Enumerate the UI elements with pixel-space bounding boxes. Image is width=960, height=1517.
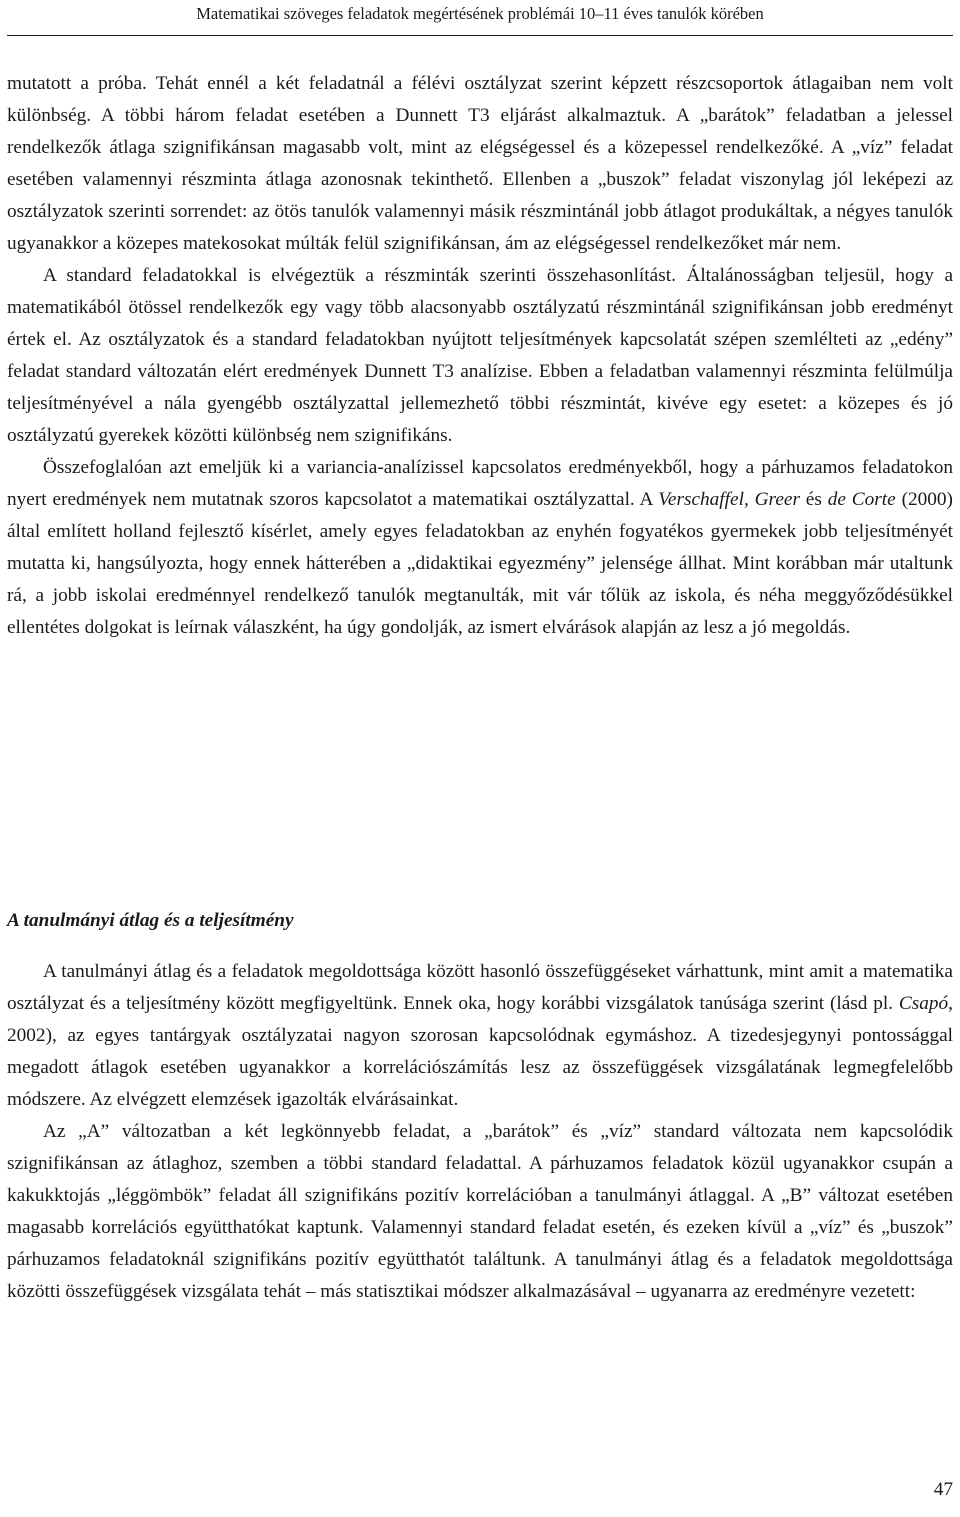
running-header: Matematikai szöveges feladatok megértésének problémái 10–11 éves tanulók körében [196,4,764,23]
header-rule [7,35,953,36]
text-run: (2000) által említett holland fejlesztő kísérlet, amely egyes feladatokban az enyhén fogyatékos gyermekek jobb teljesítményét mutatta ki, hangsúlyozta, hogy ennek hátterében a „didaktikai egyezmény” jelensége állhat. Mint korábban már utaltunk rá, a jobb iskolai eredménnyel rendelkező tanulók megtanulták, mit vár tőlük az iskola, és néha meggyőződésükkel ellentétes dolgokat is leírnak válaszként, ha úgy gondolják, az ismert elvárások alapján az lesz a jó megoldás. [7,489,953,638]
text-run: A tanulmányi átlag és a feladatok megoldottsága között hasonló összefüggéseket várhattunk, mint amit a matematika osztályzat és a teljesítmény között megfigyeltünk. Ennek oka, hogy korábbi vizsgálatok tanúsága szerint (lásd pl. [7,961,953,1014]
body-text-top [7,68,953,644]
text-run: A standard feladatokkal is elvégeztük a részminták szerinti összehasonlítást. Általánosságban teljesül, hogy a matematikából ötössel rendelkezők egy vagy több alacsonyabb osztályzatú részmintánál szignifikánsan jobb eredményt értek el. Az osztályzatok és a standard feladatokban nyújtott teljesítmények kapcsolatát szépen szemlélteti az „edény” feladat standard változatán elért eredmények Dunnett T3 analízise. Ebben a feladatban valamennyi részminta felülmúlja teljesítményével a nála gyengébb osztályzattal jellemezhető többi részmintát, kivéve egy esetet: a közepes és jó osztályzatú gyerekek közötti különbség nem szignifikáns. [7,265,953,446]
text-run: Összefoglalóan azt emeljük ki a variancia-analízissel kapcsolatos eredményekből, hogy a párhuzamos feladatokon nyert eredmények nem mutatnak szoros kapcsolatot a matematikai osztályzattal. A [7,457,953,510]
paragraph-4 [7,956,953,1116]
paragraph-2 [7,260,953,452]
text-run: és [799,489,828,510]
text-run: mutatott a próba. Tehát ennél a két feladatnál a félévi osztályzat szerint képzett részcsoportok átlagaiban nem volt különbség. A többi három feladat esetében a Dunnett T3 eljárást alkalmaztuk. A „barátok” feladatban a jelessel rendelkezők átlaga szignifikánsan magasabb volt, mint az elégségessel és a közepessel rendelkezőké. A „víz” feladat esetében valamennyi részminta átlaga azonosnak tekinthető. Ellenben a „buszok” feladat viszonylag jól leképezi az osztályzatok szerinti sorrendet: az ötös tanulók valamennyi másik részmintánál jobb átlagot produkáltak, a négyes tanulók ugyanakkor a közepes matekosokat múlták felül szignifikánsan, ám az elégségessel rendelkezőket már nem. [7,73,953,254]
paragraph-1 [7,68,953,260]
italic-citation: Verschaffel, Greer [658,489,800,510]
text-run: , 2002), az egyes tantárgyak osztályzatai nagyon szorosan kapcsolódnak egymáshoz. A tizedesjegynyi pontossággal megadott átlagok esetében ugyanakkor a korrelációszámítás lesz az összefüggések vizsgálatának legmegfelelőbb módszere. Az elvégzett elemzések igazolták elvárásainkat. [7,993,953,1110]
paragraph-3 [7,452,953,644]
body-text-bottom [7,956,953,1308]
italic-citation: de Corte [827,489,896,510]
text-run: Az „A” változatban a két legkönnyebb feladat, a „barátok” és „víz” standard változata nem kapcsolódik szignifikánsan az átlaghoz, szemben a többi standard feladattal. A párhuzamos feladatok közül ugyanakkor csupán a kakukktojás „léggömbök” feladat áll szignifikáns pozitív korrelációban a tanulmányi átlaggal. A „B” változat esetében magasabb korrelációs együtthatókat kaptunk. Valamennyi standard feladat esetén, és ezeken kívül a „víz” és „buszok” párhuzamos feladatoknál szignifikáns pozitív együtthatót találtunk. A tanulmányi átlag és a feladatok megoldottsága közötti összefüggések vizsgálata tehát – más statisztikai módszer alkalmazásával – ugyanarra az eredményre vezetett: [7,1121,953,1302]
page-number: 47 [933,1479,953,1500]
section-heading: A tanulmányi átlag és a teljesítmény [7,910,294,931]
paragraph-5 [7,1116,953,1308]
italic-citation: Csapó [898,993,949,1014]
